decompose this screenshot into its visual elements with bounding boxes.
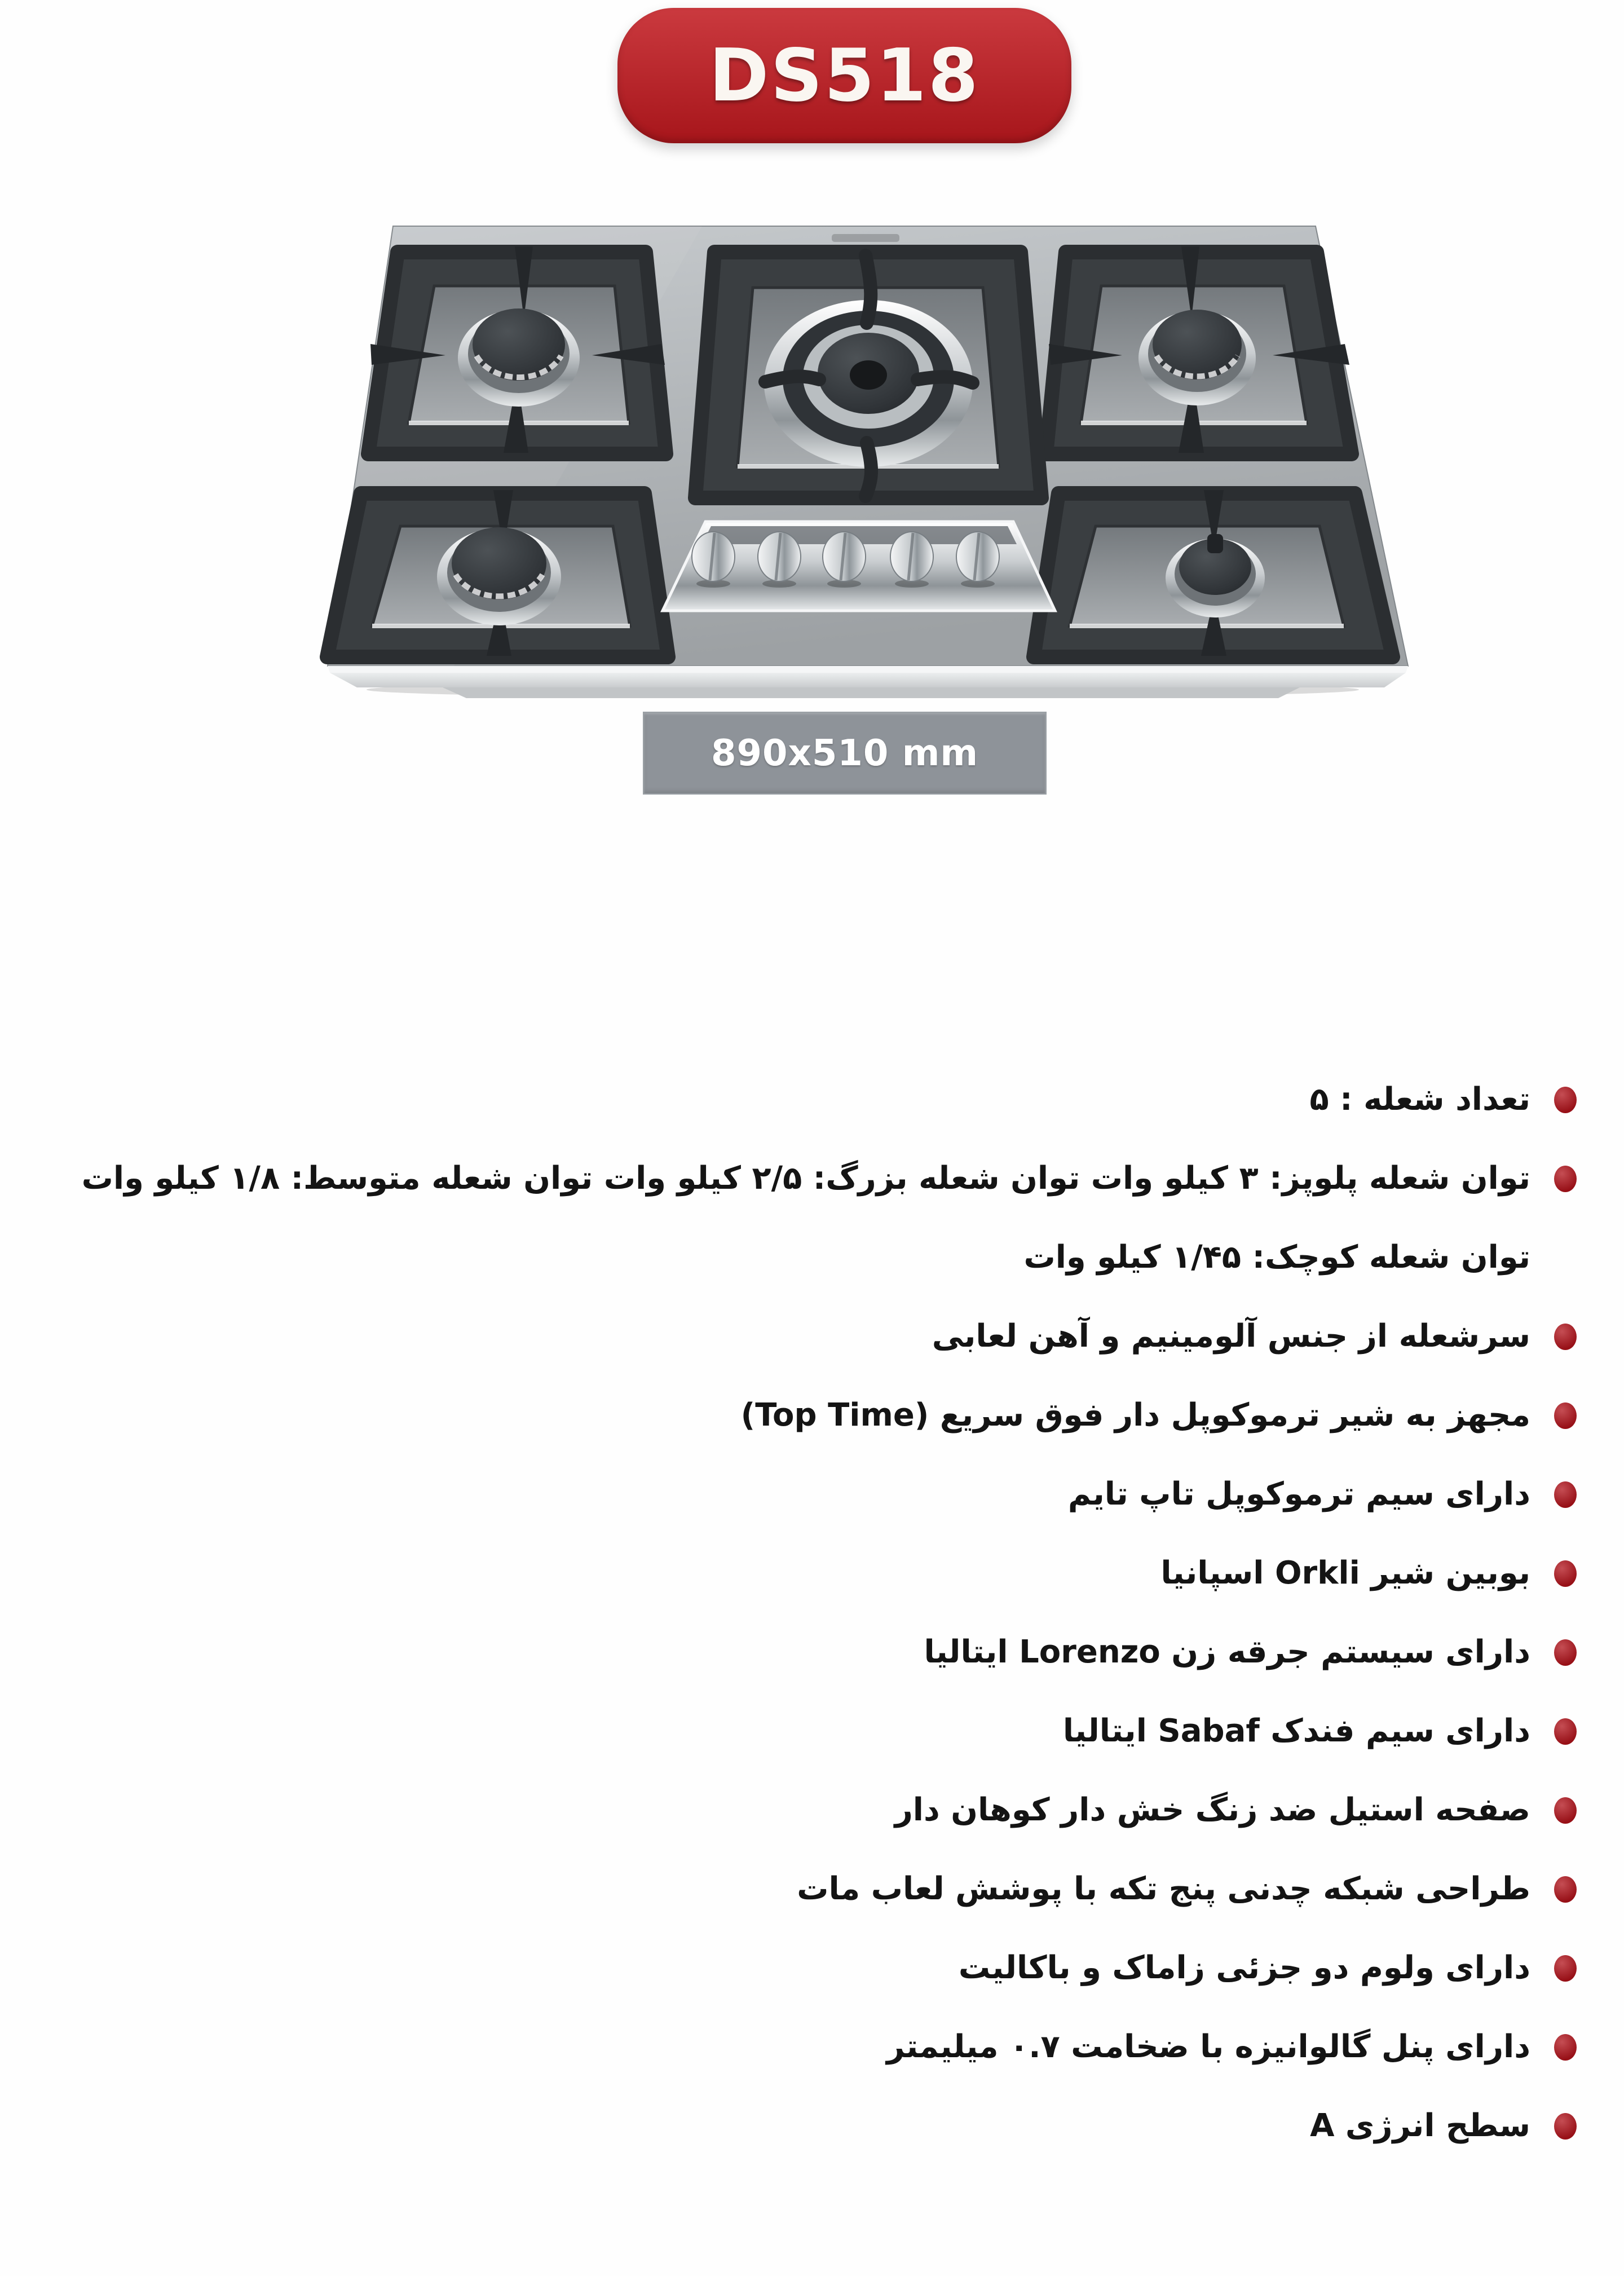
burner-center — [695, 252, 1042, 498]
model-badge — [617, 8, 1071, 143]
bullet-icon — [1554, 1876, 1577, 1903]
bullet-icon — [1554, 1639, 1577, 1666]
bullet-icon — [1554, 1166, 1577, 1192]
feature-text: توان شعله پلوپز: ۳ کیلو وات توان شعله بزرگ: ۲/۵ کیلو وات توان شعله متوسط: ۱/۸ کیلو وات توان شعله کوچک: ۱/۴۵ کیلو وات — [81, 1160, 1530, 1276]
front-edge-highlight — [328, 666, 1408, 673]
burner-front-right — [1034, 490, 1393, 657]
feature-text: سرشعله از جنس آلومینیم و آهن لعابی — [932, 1318, 1530, 1355]
cooktop-image — [307, 189, 1429, 699]
feature-item — [45, 1613, 1579, 1692]
feature-item — [45, 1771, 1579, 1850]
feature-text: دارای سیم فندک Sabaf ایتالیا — [1062, 1713, 1530, 1749]
burner-rear-left — [368, 246, 666, 454]
control-panel — [663, 522, 1055, 611]
bullet-icon — [1554, 1087, 1577, 1113]
feature-text: دارای پنل گالوانیزه با ضخامت ۰.۷ میلیمتر — [886, 2028, 1530, 2065]
feature-item — [45, 1297, 1579, 1376]
bullet-icon — [1554, 1402, 1577, 1429]
feature-text: صفحه استیل ضد زنگ خش دار کوهان دار — [894, 1792, 1530, 1828]
feature-item — [45, 1376, 1579, 1455]
feature-item — [45, 1850, 1579, 1929]
feature-item — [45, 2008, 1579, 2087]
hob-body-front — [330, 673, 1406, 687]
burner-front-left — [327, 490, 668, 657]
dimensions-label: 890x510 mm — [710, 732, 979, 774]
dimensions-badge — [643, 712, 1047, 795]
hob-body-base — [443, 687, 1300, 698]
feature-item — [45, 1455, 1579, 1534]
bullet-icon — [1554, 1481, 1577, 1508]
feature-item — [45, 1139, 1579, 1297]
feature-text: تعداد شعله : ۵ — [1309, 1081, 1530, 1118]
feature-text: دارای ولوم دو جزئی زاماک و باکالیت — [958, 1949, 1530, 1986]
bullet-icon — [1554, 2034, 1577, 2061]
feature-item — [45, 2087, 1579, 2165]
feature-text: دارای سیستم جرقه زن Lorenzo ایتالیا — [924, 1634, 1530, 1670]
model-badge-label: DS518 — [709, 33, 980, 118]
bullet-icon — [1554, 1718, 1577, 1745]
feature-text: دارای سیم ترموکوپل تاپ تایم — [1067, 1476, 1530, 1512]
feature-item — [45, 1534, 1579, 1613]
bullet-icon — [1554, 2113, 1577, 2140]
brand-mark — [832, 234, 899, 242]
bullet-icon — [1554, 1955, 1577, 1982]
feature-item — [45, 1929, 1579, 2008]
features-list — [45, 1060, 1579, 2165]
feature-text: مجهز به شیر ترموکوپل دار فوق سریع (Top Time) — [740, 1397, 1530, 1433]
burner-rear-right — [1046, 246, 1352, 454]
feature-text: سطح انرژی A — [1310, 2107, 1530, 2144]
bullet-icon — [1554, 1324, 1577, 1350]
feature-text: بوبین شیر Orkli اسپانیا — [1160, 1555, 1530, 1591]
feature-item — [45, 1692, 1579, 1771]
bullet-icon — [1554, 1560, 1577, 1587]
feature-item — [45, 1060, 1579, 1139]
feature-text: طراحی شبکه چدنی پنج تکه با پوشش لعاب مات — [797, 1871, 1530, 1907]
bullet-icon — [1554, 1797, 1577, 1824]
